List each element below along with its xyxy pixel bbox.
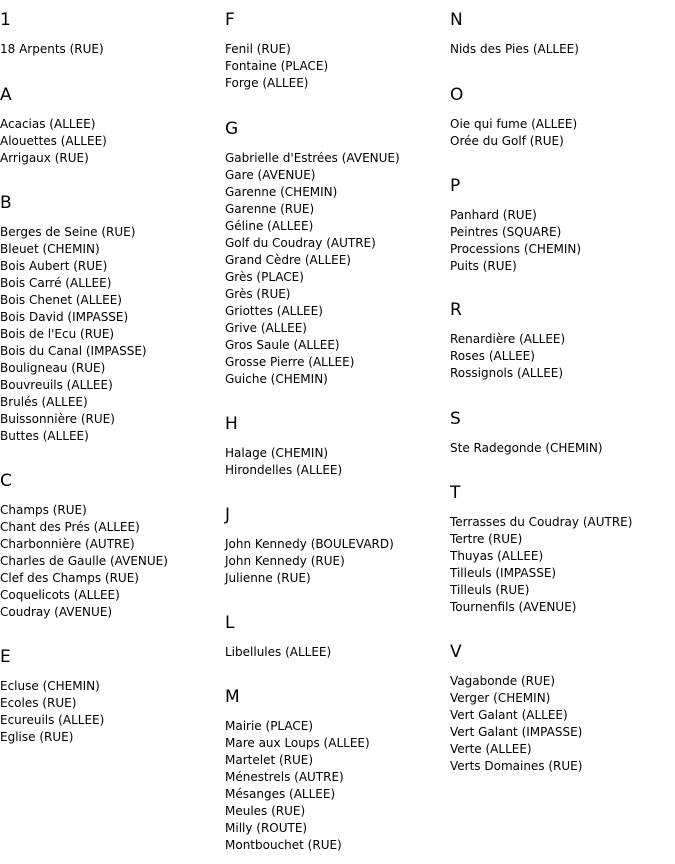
street-item: Grès (PLACE) bbox=[225, 270, 304, 284]
street-list bbox=[0, 678, 104, 746]
street-item: Champs (RUE) bbox=[0, 503, 87, 517]
street-list bbox=[450, 331, 565, 382]
street-item: Tournenfils (AVENUE) bbox=[450, 600, 577, 614]
street-item: Golf du Coudray (AUTRE) bbox=[225, 236, 376, 250]
street-item: Grand Cèdre (ALLEE) bbox=[225, 253, 351, 267]
street-item: Verts Domaines (RUE) bbox=[450, 759, 583, 773]
section-letter: C bbox=[0, 471, 12, 491]
street-item: Ste Radegonde (CHEMIN) bbox=[450, 441, 603, 455]
section-letter: O bbox=[450, 85, 464, 105]
street-item: Bouvreuils (ALLEE) bbox=[0, 378, 113, 392]
street-item: Panhard (RUE) bbox=[450, 208, 537, 222]
street-item: Fenil (RUE) bbox=[225, 42, 291, 56]
section-letter: G bbox=[225, 119, 239, 139]
street-item: Tilleuls (RUE) bbox=[450, 583, 530, 597]
street-item: Vagabonde (RUE) bbox=[450, 674, 556, 688]
section-r bbox=[450, 300, 566, 380]
street-list bbox=[450, 116, 577, 150]
street-item: Ecoles (RUE) bbox=[0, 696, 77, 710]
street-item: Mare aux Loups (ALLEE) bbox=[225, 736, 370, 750]
street-item: Nids des Pies (ALLEE) bbox=[450, 42, 579, 56]
street-item: Guiche (CHEMIN) bbox=[225, 372, 328, 386]
section-letter: T bbox=[450, 483, 461, 503]
street-item: Clef des Champs (RUE) bbox=[0, 571, 139, 585]
street-item: Halage (CHEMIN) bbox=[225, 446, 329, 460]
section-l bbox=[225, 613, 332, 659]
street-item: Oie qui fume (ALLEE) bbox=[450, 117, 578, 131]
street-item: Julienne (RUE) bbox=[225, 571, 311, 585]
street-item: Martelet (RUE) bbox=[225, 753, 314, 767]
street-list bbox=[0, 116, 107, 167]
street-item: Terrasses du Coudray (AUTRE) bbox=[450, 515, 633, 529]
street-list bbox=[450, 207, 581, 275]
street-item: Meules (RUE) bbox=[225, 804, 306, 818]
street-item: Géline (ALLEE) bbox=[225, 219, 314, 233]
street-item: Peintres (SQUARE) bbox=[450, 225, 562, 239]
section-letter: A bbox=[0, 85, 12, 105]
street-item: Verte (ALLEE) bbox=[450, 742, 532, 756]
section-b bbox=[0, 193, 147, 443]
street-item: Fontaine (PLACE) bbox=[225, 59, 329, 73]
section-letter: L bbox=[225, 613, 235, 633]
street-item: Tilleuls (IMPASSE) bbox=[450, 566, 557, 580]
section-g bbox=[225, 119, 400, 386]
section-letter: F bbox=[225, 10, 235, 30]
section-p bbox=[450, 176, 582, 273]
street-item: Gare (AVENUE) bbox=[225, 168, 316, 182]
street-list bbox=[225, 445, 342, 479]
street-item: Ménestrels (AUTRE) bbox=[225, 770, 344, 784]
street-item: John Kennedy (RUE) bbox=[225, 554, 345, 568]
street-item: Verger (CHEMIN) bbox=[450, 691, 551, 705]
street-item: Vert Galant (ALLEE) bbox=[450, 708, 568, 722]
street-item: Bois Aubert (RUE) bbox=[0, 259, 108, 273]
section-letter: E bbox=[0, 647, 11, 667]
street-item: Grive (ALLEE) bbox=[225, 321, 307, 335]
section-letter: P bbox=[450, 176, 461, 196]
street-list bbox=[0, 502, 168, 621]
section-letter: V bbox=[450, 642, 462, 662]
street-item: Processions (CHEMIN) bbox=[450, 242, 582, 256]
street-item: Renardière (ALLEE) bbox=[450, 332, 566, 346]
street-list bbox=[225, 41, 328, 92]
street-list bbox=[450, 514, 632, 616]
street-item: Bouligneau (RUE) bbox=[0, 361, 106, 375]
street-item: Roses (ALLEE) bbox=[450, 349, 535, 363]
section-e bbox=[0, 647, 105, 744]
street-item: Charles de Gaulle (AVENUE) bbox=[0, 554, 168, 568]
street-item: Eglise (RUE) bbox=[0, 730, 74, 744]
street-item: Forge (ALLEE) bbox=[225, 76, 309, 90]
street-item: Charbonnière (AUTRE) bbox=[0, 537, 135, 551]
street-item: Brulés (ALLEE) bbox=[0, 395, 88, 409]
street-item: 18 Arpents (RUE) bbox=[0, 42, 104, 56]
street-item: Grosse Pierre (ALLEE) bbox=[225, 355, 355, 369]
street-list bbox=[225, 644, 331, 661]
street-list bbox=[0, 224, 147, 445]
section-m bbox=[225, 687, 370, 852]
street-item: Libellules (ALLEE) bbox=[225, 645, 332, 659]
street-list bbox=[0, 41, 104, 58]
street-item: Berges de Seine (RUE) bbox=[0, 225, 136, 239]
street-item: Mésanges (ALLEE) bbox=[225, 787, 336, 801]
street-item: Gabrielle d'Estrées (AVENUE) bbox=[225, 151, 400, 165]
street-item: Bois David (IMPASSE) bbox=[0, 310, 129, 324]
section-t bbox=[450, 483, 633, 614]
section-j bbox=[225, 505, 394, 585]
street-item: Buttes (ALLEE) bbox=[0, 429, 89, 443]
street-item: Bois Chenet (ALLEE) bbox=[0, 293, 122, 307]
section-letter: 1 bbox=[0, 10, 11, 30]
street-item: Hirondelles (ALLEE) bbox=[225, 463, 343, 477]
section-n bbox=[450, 10, 579, 56]
street-item: Arrigaux (RUE) bbox=[0, 151, 89, 165]
section-letter: M bbox=[225, 687, 240, 707]
street-item: Bois du Canal (IMPASSE) bbox=[0, 344, 147, 358]
street-item: Alouettes (ALLEE) bbox=[0, 134, 107, 148]
section-c bbox=[0, 471, 168, 619]
street-list bbox=[225, 150, 400, 388]
street-list bbox=[450, 673, 582, 775]
street-item: Chant des Prés (ALLEE) bbox=[0, 520, 140, 534]
street-item: Ecluse (CHEMIN) bbox=[0, 679, 100, 693]
street-item: Tertre (RUE) bbox=[450, 532, 523, 546]
section-v bbox=[450, 642, 583, 773]
street-item: Ecureuils (ALLEE) bbox=[0, 713, 105, 727]
section-1 bbox=[0, 10, 104, 56]
section-letter: S bbox=[450, 409, 461, 429]
section-h bbox=[225, 414, 343, 477]
street-item: Garenne (CHEMIN) bbox=[225, 185, 338, 199]
street-item: Milly (ROUTE) bbox=[225, 821, 308, 835]
street-item: Orée du Golf (RUE) bbox=[450, 134, 564, 148]
section-letter: J bbox=[225, 505, 231, 525]
street-item: Thuyas (ALLEE) bbox=[450, 549, 544, 563]
section-letter: R bbox=[450, 300, 462, 320]
street-item: Gros Saule (ALLEE) bbox=[225, 338, 340, 352]
street-item: Bois Carré (ALLEE) bbox=[0, 276, 112, 290]
street-item: Coudray (AVENUE) bbox=[0, 605, 113, 619]
street-item: John Kennedy (BOULEVARD) bbox=[225, 537, 394, 551]
section-letter: B bbox=[0, 193, 12, 213]
street-item: Griottes (ALLEE) bbox=[225, 304, 323, 318]
street-list bbox=[225, 536, 394, 587]
street-item: Coquelicots (ALLEE) bbox=[0, 588, 120, 602]
street-item: Puits (RUE) bbox=[450, 259, 517, 273]
street-item: Grès (RUE) bbox=[225, 287, 291, 301]
section-f bbox=[225, 10, 329, 90]
street-item: Bleuet (CHEMIN) bbox=[0, 242, 100, 256]
street-item: Vert Galant (IMPASSE) bbox=[450, 725, 583, 739]
street-item: Garenne (RUE) bbox=[225, 202, 315, 216]
street-item: Rossignols (ALLEE) bbox=[450, 366, 564, 380]
section-letter: H bbox=[225, 414, 238, 434]
street-list bbox=[450, 440, 603, 457]
street-item: Acacias (ALLEE) bbox=[0, 117, 96, 131]
section-o bbox=[450, 85, 578, 148]
section-s bbox=[450, 409, 603, 455]
street-item: Mairie (PLACE) bbox=[225, 719, 314, 733]
section-letter: N bbox=[450, 10, 463, 30]
street-item: Montbouchet (RUE) bbox=[225, 838, 342, 852]
street-list bbox=[225, 718, 370, 854]
street-item: Bois de l'Ecu (RUE) bbox=[0, 327, 115, 341]
street-item: Buissonnière (RUE) bbox=[0, 412, 115, 426]
street-list bbox=[450, 41, 579, 58]
section-a bbox=[0, 85, 107, 165]
